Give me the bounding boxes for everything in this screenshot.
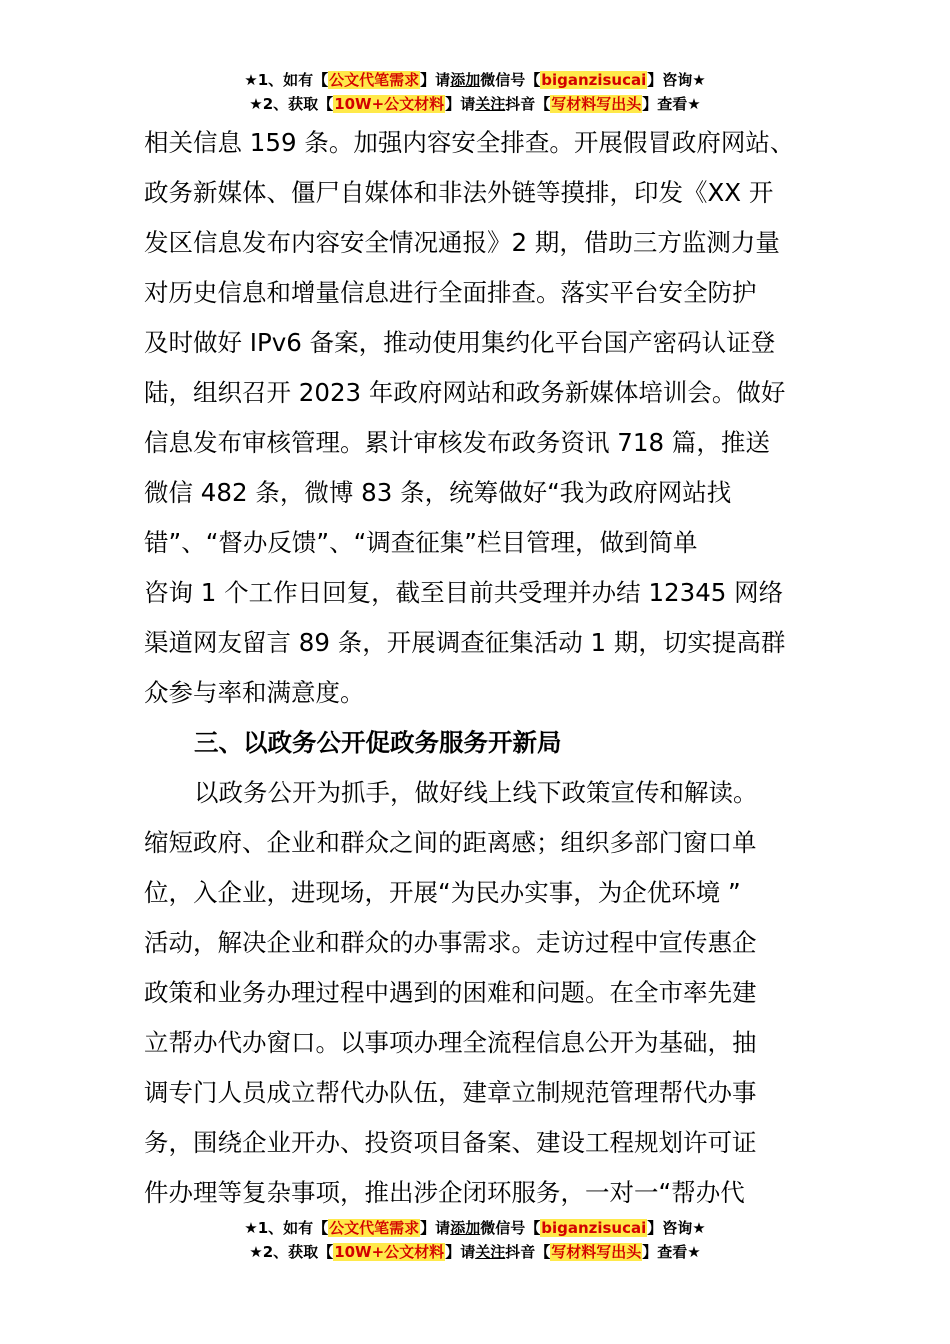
highlight-text: 10W+公文材料: [334, 1243, 445, 1261]
paragraph-first-line: 以政务公开为抓手，做好线上线下政策宣传和解读。: [194, 778, 758, 807]
body-line: 立帮办代办窗口。以事项办理全流程信息公开为基础，抽: [144, 1028, 757, 1057]
top-banner: [0, 68, 950, 116]
banner-line-2: [0, 1240, 950, 1264]
banner-text: ★1、如有【: [244, 71, 329, 89]
underlined-text: 添加: [450, 1219, 481, 1237]
underlined-text: 添加: [450, 71, 481, 89]
body-line: 件办理等复杂事项，推出涉企闭环服务，一对一“帮办代: [144, 1178, 745, 1207]
banner-text: 】请: [420, 71, 451, 89]
banner-line-1: [0, 1216, 950, 1240]
banner-text: 】咨询★: [647, 1219, 706, 1237]
highlight-text: 10W+公文材料: [334, 95, 445, 113]
banner-text: 】查看★: [642, 95, 701, 113]
highlight-text: 写材料写出头: [551, 95, 642, 113]
banner-text: 微信号【: [480, 1219, 541, 1237]
highlight-text: biganzisucai: [541, 1219, 647, 1237]
body-line: 陆，组织召开 2023 年政府网站和政务新媒体培训会。做好: [144, 378, 786, 407]
highlight-text: 公文代笔需求: [329, 1219, 420, 1237]
banner-text: ★1、如有【: [244, 1219, 329, 1237]
body-line: 咨询 1 个工作日回复，截至目前共受理并办结 12345 网络: [144, 578, 784, 607]
highlight-text: 写材料写出头: [551, 1243, 642, 1261]
body-line: 渠道网友留言 89 条，开展调查征集活动 1 期，切实提高群: [144, 628, 786, 657]
body-line: 信息发布审核管理。累计审核发布政务资讯 718 篇，推送: [144, 428, 770, 457]
bottom-banner: [0, 1216, 950, 1264]
section-heading: 三、以政务公开促政务服务开新局: [194, 728, 562, 757]
body-line: 发区信息发布内容安全情况通报》2 期，借助三方监测力量: [144, 228, 780, 257]
underlined-text: 关注: [475, 95, 506, 113]
banner-line-2: [0, 92, 950, 116]
body-line: 活动，解决企业和群众的办事需求。走访过程中宣传惠企: [144, 928, 757, 957]
body-line: 错”、“督办反馈”、“调查征集”栏目管理，做到简单: [144, 528, 698, 557]
banner-text: 】查看★: [642, 1243, 701, 1261]
body-line: 众参与率和满意度。: [144, 678, 365, 707]
highlight-text: biganzisucai: [541, 71, 647, 89]
banner-text: 抖音【: [505, 95, 551, 113]
banner-text: 】咨询★: [647, 71, 706, 89]
banner-text: ★2、获取【: [249, 1243, 334, 1261]
banner-text: 微信号【: [480, 71, 541, 89]
document-body: [144, 118, 814, 1218]
banner-text: 抖音【: [505, 1243, 551, 1261]
banner-line-1: [0, 68, 950, 92]
body-line: 缩短政府、企业和群众之间的距离感；组织多部门窗口单: [144, 828, 757, 857]
body-line: 位，入企业，进现场，开展“为民办实事，为企优环境 ”: [144, 878, 741, 907]
banner-text: 】请: [445, 1243, 476, 1261]
body-line: 相关信息 159 条。加强内容安全排查。开展假冒政府网站、: [144, 128, 795, 157]
body-line: 对历史信息和增量信息进行全面排查。落实平台安全防护: [144, 278, 757, 307]
underlined-text: 关注: [475, 1243, 506, 1261]
highlight-text: 公文代笔需求: [329, 71, 420, 89]
body-line: 政务新媒体、僵尸自媒体和非法外链等摸排，印发《XX 开: [144, 178, 774, 207]
body-line: 务，围绕企业开办、投资项目备案、建设工程规划许可证: [144, 1128, 757, 1157]
body-line: 调专门人员成立帮代办队伍，建章立制规范管理帮代办事: [144, 1078, 757, 1107]
body-line: 及时做好 IPv6 备案，推动使用集约化平台国产密码认证登: [144, 328, 776, 357]
body-line: 微信 482 条，微博 83 条，统筹做好“我为政府网站找: [144, 478, 732, 507]
banner-text: 】请: [445, 95, 476, 113]
banner-text: ★2、获取【: [249, 95, 334, 113]
banner-text: 】请: [420, 1219, 451, 1237]
body-line: 政策和业务办理过程中遇到的困难和问题。在全市率先建: [144, 978, 757, 1007]
